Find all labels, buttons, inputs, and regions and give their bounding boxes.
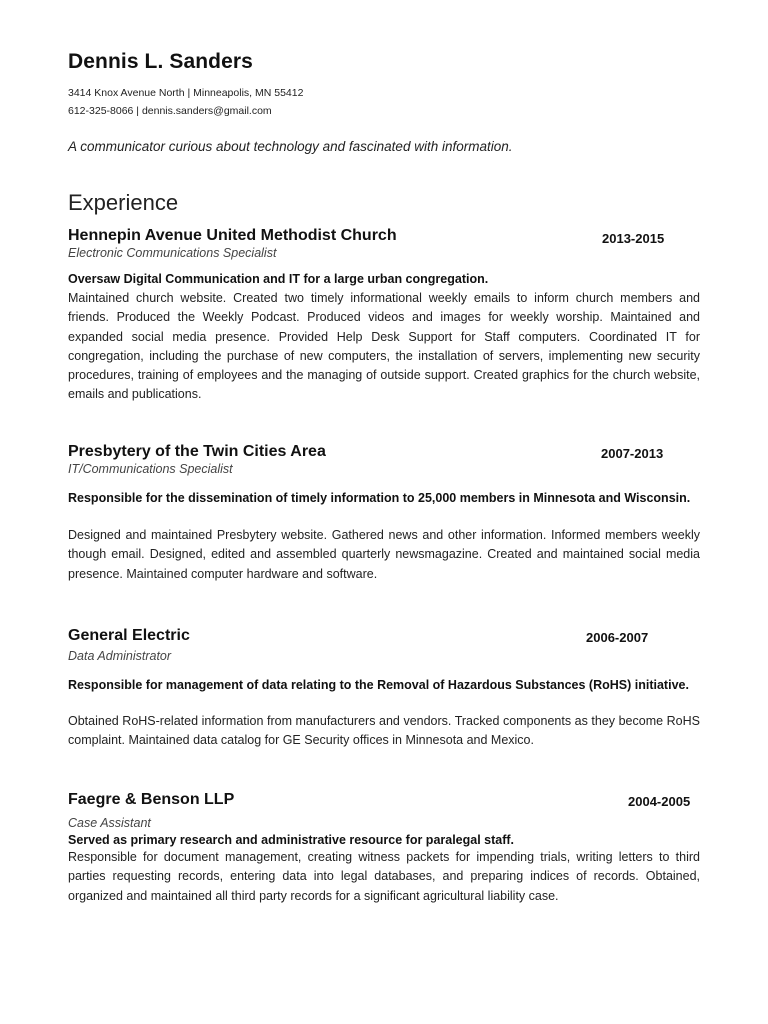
- job-summary: Responsible for the dissemination of timely information to 25,000 members in Minnesota and Wisconsin.: [68, 491, 691, 505]
- job-role: IT/Communications Specialist: [68, 462, 233, 476]
- tagline: A communicator curious about technology and fascinated with information.: [68, 139, 513, 154]
- job-details: Designed and maintained Presbytery website. Gathered news and other information. Informed members weekly though email. Designed, edited and assembled quarterly newsmagazine. Created and maintained social media presence. Maintained computer hardware and software.: [68, 528, 700, 581]
- organization-name: General Electric: [68, 627, 190, 644]
- job-summary: Responsible for management of data relating to the Removal of Hazardous Substances (RoHS) initiative.: [68, 678, 689, 692]
- employment-years: 2006-2007: [586, 630, 649, 645]
- job-role: Electronic Communications Specialist: [68, 246, 277, 260]
- employment-years: 2007-2013: [601, 446, 664, 461]
- job-role: Data Administrator: [68, 649, 172, 663]
- resume-name: Dennis L. Sanders: [68, 50, 253, 73]
- address-line: 3414 Knox Avenue North | Minneapolis, MN 55412: [68, 87, 304, 99]
- job-role: Case Assistant: [68, 816, 151, 830]
- experience-heading: Experience: [68, 190, 179, 215]
- organization-name: Faegre & Benson LLP: [68, 791, 235, 808]
- job-details: Responsible for document management, creating witness packets for impending trials, writing letters to third parties requesting records, entering data into legal databases, and preparing indices of records. Obtained, organized and maintained all third party records for a significant agricultural liability case.: [68, 850, 700, 903]
- phone-email-line: 612-325-8066 | dennis.sanders@gmail.com: [68, 105, 272, 117]
- organization-name: Hennepin Avenue United Methodist Church: [68, 227, 397, 244]
- organization-name: Presbytery of the Twin Cities Area: [68, 443, 326, 460]
- job-details: Maintained church website. Created two timely informational weekly emails to inform church members and friends. Produced the Weekly Podcast. Produced videos and images for weekly worship. Maintained and expanded social media presence. Provided Help Desk Support for Staff computers. Coordinated IT for congregation, including the purchase of new computers, the installation of servers, implementing new security procedures, training of employees and the managing of outside support. Created graphics for the church website, emails and publications.: [68, 291, 700, 402]
- job-details: Obtained RoHS-related information from manufacturers and vendors. Tracked components as they become RoHS complaint. Maintained data catalog for GE Security offices in Minnesota and Mexico.: [68, 714, 700, 748]
- employment-years: 2013-2015: [602, 231, 665, 246]
- job-summary: Oversaw Digital Communication and IT for a large urban congregation.: [68, 272, 489, 286]
- job-summary: Served as primary research and administrative resource for paralegal staff.: [68, 833, 515, 847]
- employment-years: 2004-2005: [628, 794, 691, 809]
